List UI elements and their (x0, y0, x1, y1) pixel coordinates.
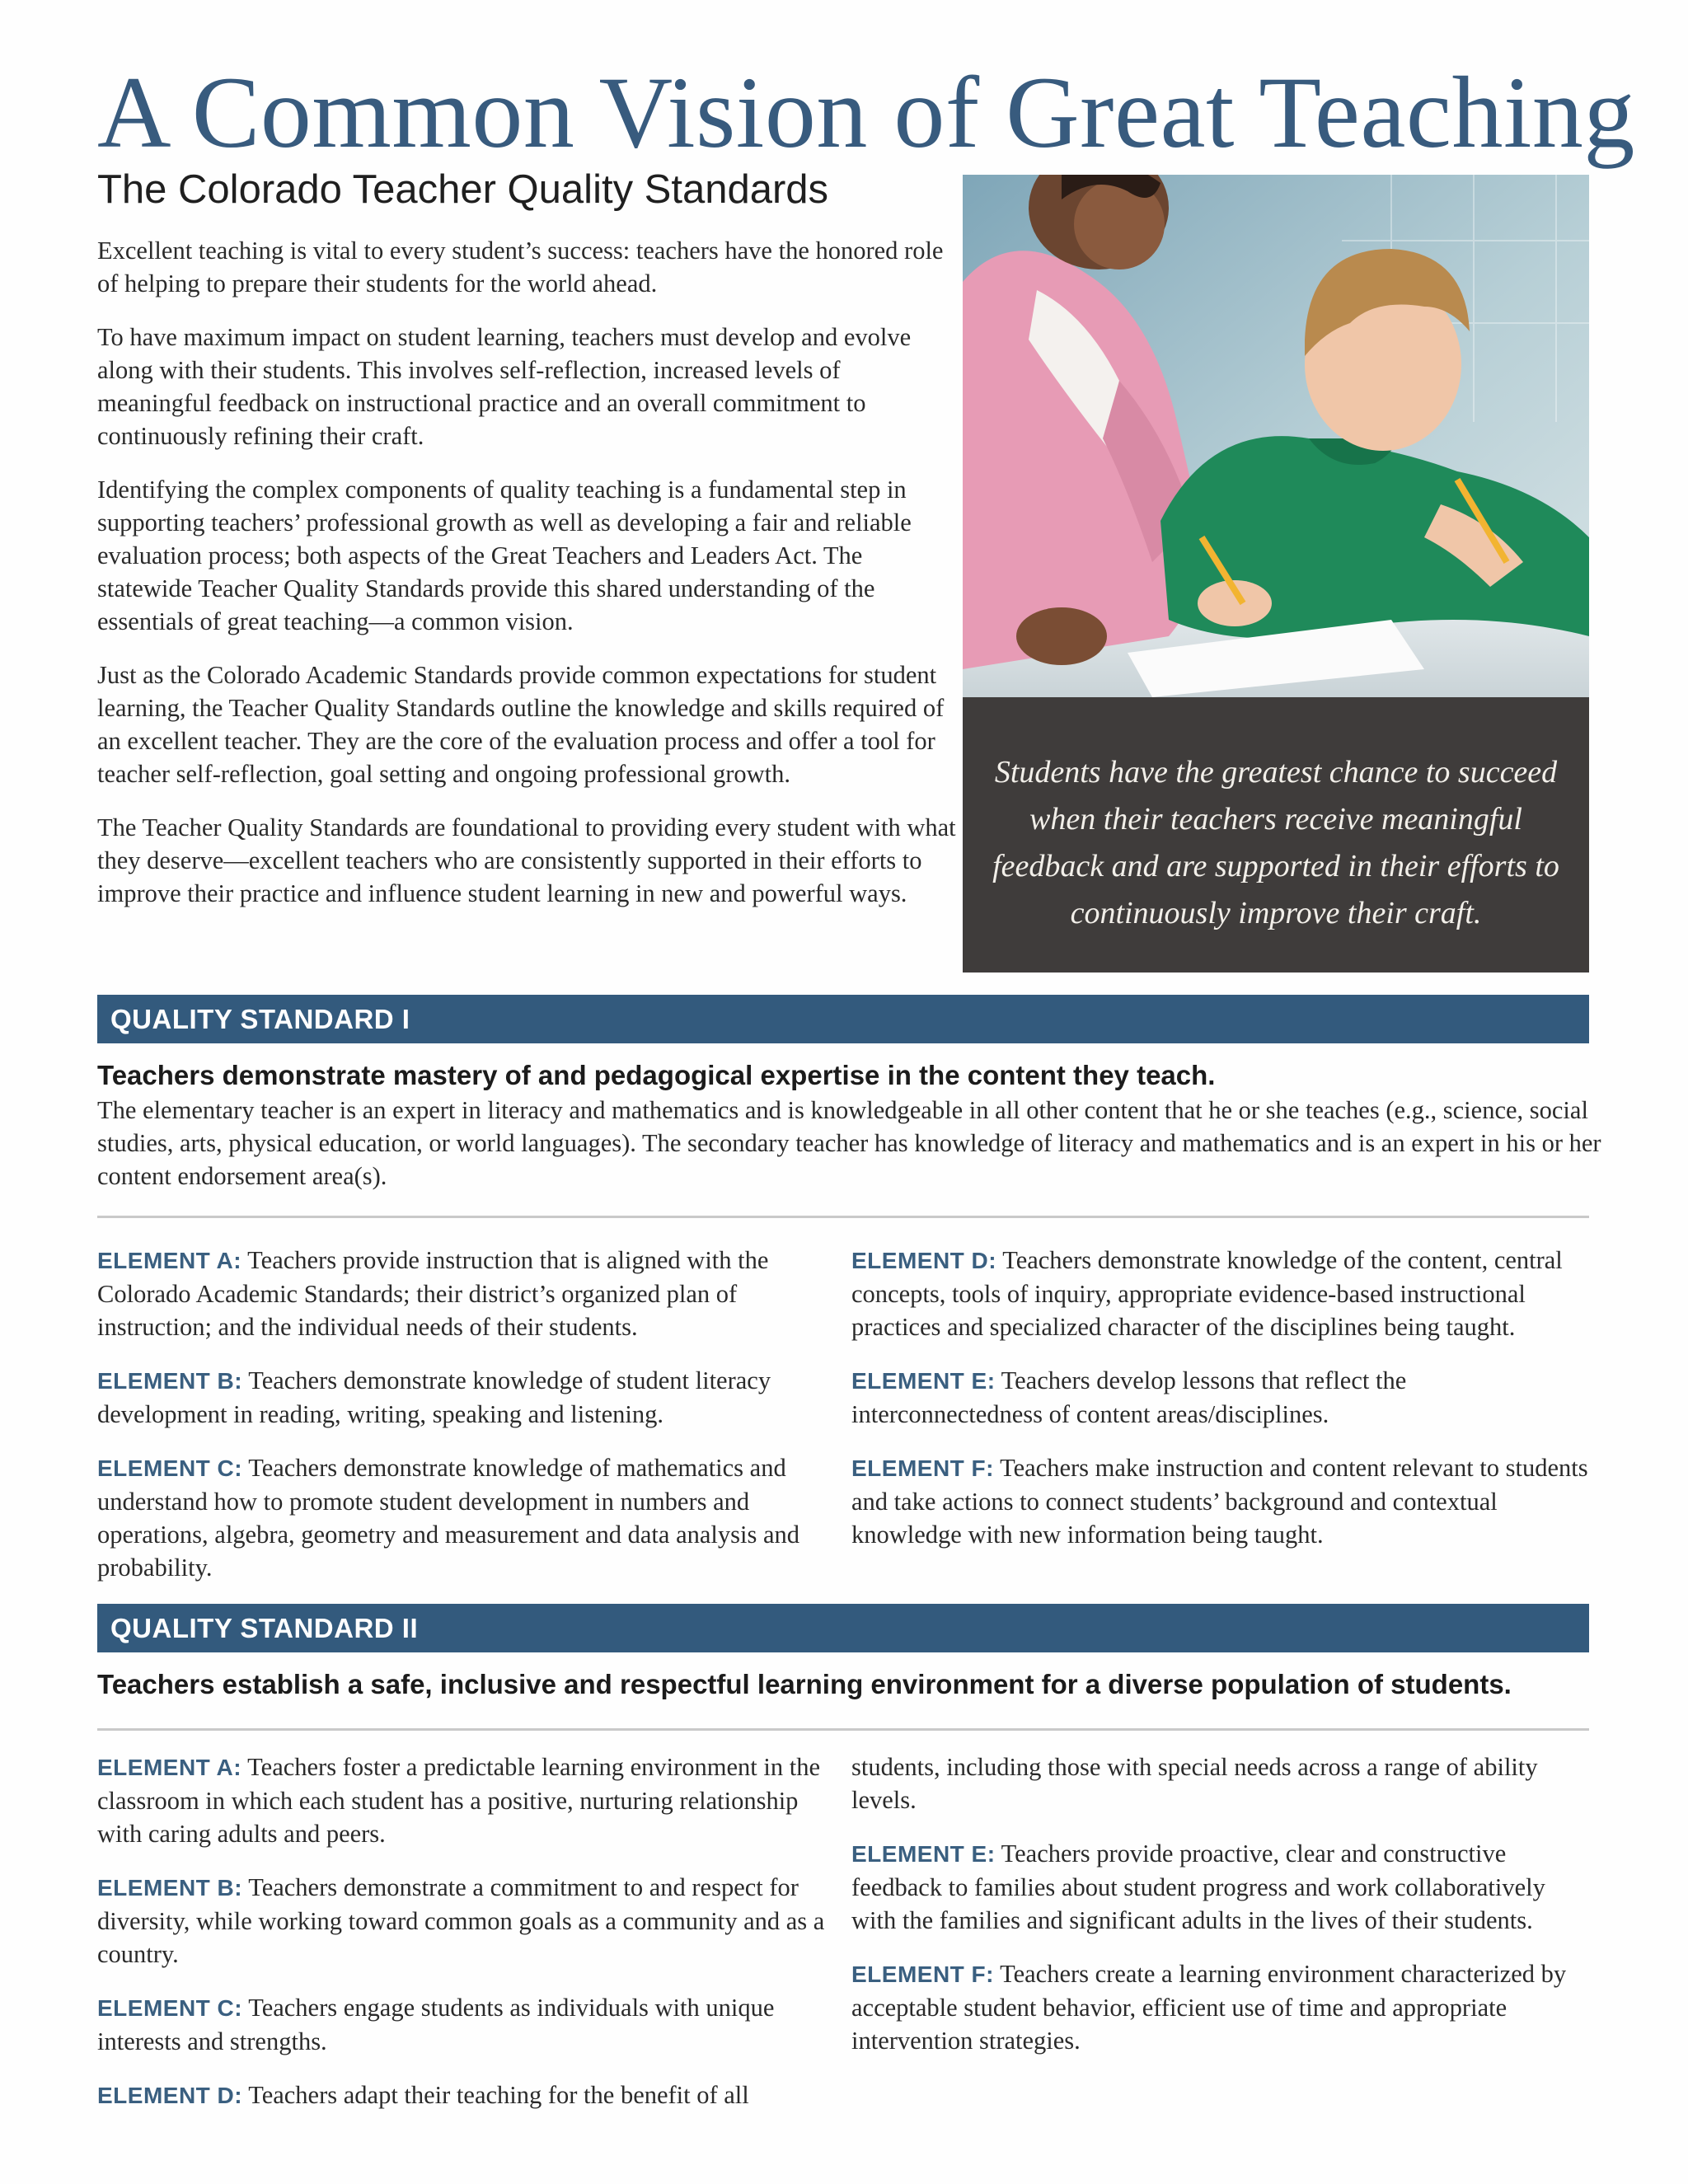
standard-1-heading: Teachers demonstrate mastery of and pedagogical expertise in the content they teach. (97, 1060, 1216, 1090)
divider (97, 1216, 1589, 1218)
element-text: Teachers make instruction and content relevant to students and take actions to connect students’ background and contextual knowledge with new information being taught. (851, 1454, 1588, 1549)
element-item (851, 1451, 1592, 1551)
standard-1-description: The elementary teacher is an expert in literacy and mathematics and is knowledgeable in all other content that he or she teaches (e.g., science, social studies, arts, physical education, or world languages). The secondary teacher has knowledge of literacy and mathematics and is an expert in his or her content endorsement area(s). (97, 1096, 1601, 1190)
element-item (851, 1957, 1592, 2057)
standard-2-bar: QUALITY STANDARD II (97, 1604, 1589, 1652)
element-text: Teachers foster a predictable learning environment in the classroom in which each student has a positive, nurturing relationship with caring adults and peers. (97, 1753, 820, 1848)
element-label: ELEMENT F: (851, 1455, 994, 1481)
element-text: Teachers provide instruction that is aligned with the Colorado Academic Standards; their district’s organized plan of instruction; and the individual needs of their students. (97, 1246, 769, 1341)
element-item (97, 1451, 837, 1584)
standard-2-heading: Teachers establish a safe, inclusive and respectful learning environment for a diverse population of students. (97, 1669, 1512, 1699)
intro-paragraph: Just as the Colorado Academic Standards provide common expectations for student learning, the Teacher Quality Standards outline the knowledge and skills required of an excellent teacher. They are the core of the evaluation process and offer a tool for teacher self-reflection, goal setting and ongoing professional growth. (97, 661, 945, 788)
element-text: Teachers demonstrate knowledge of student literacy development in reading, writing, speaking and listening. (97, 1366, 771, 1428)
element-label: ELEMENT D: (97, 2083, 243, 2108)
element-text: Teachers demonstrate knowledge of the content, central concepts, tools of inquiry, appropriate evidence-based instructional practices and specialized character of the disciplines being taught. (851, 1246, 1563, 1341)
element-text: Teachers adapt their teaching for the benefit of all (248, 2081, 749, 2109)
standard-2-left-column (97, 1750, 837, 2133)
intro-paragraph: The Teacher Quality Standards are foundational to providing every student with what they deserve—excellent teachers who are consistently supported in their efforts to improve their practice and influence student learning in new and powerful ways. (97, 813, 956, 907)
element-item (851, 1364, 1592, 1431)
pull-quote-text: Students have the greatest chance to succeed when their teachers receive meaningful feedback and are supported in their efforts to continuously improve their craft. (992, 755, 1559, 930)
element-item (97, 1750, 837, 1850)
intro-paragraph: To have maximum impact on student learning, teachers must develop and evolve along with their students. This involves self-reflection, increased levels of meaningful feedback on instructional practice and an overall commitment to continuously refining their craft. (97, 323, 912, 450)
element-label: ELEMENT F: (851, 1961, 994, 1987)
element-item (97, 1871, 837, 1971)
standard-1-right-column (851, 1244, 1592, 1572)
standard-2-right-column (851, 1750, 1592, 2078)
page-title: A Common Vision of Great Teaching (97, 56, 1635, 169)
element-label: ELEMENT B: (97, 1875, 243, 1900)
divider (97, 1728, 1589, 1731)
element-label: ELEMENT B: (97, 1368, 243, 1394)
element-text: Teachers develop lessons that reflect the interconnectedness of content areas/disciplines. (851, 1366, 1407, 1428)
element-label: ELEMENT A: (97, 1755, 242, 1780)
element-text: Teachers provide proactive, clear and constructive feedback to families about student progress and work collaboratively with the families and significant adults in the lives of their students. (851, 1840, 1545, 1934)
page-subtitle: The Colorado Teacher Quality Standards (97, 167, 829, 212)
standard-1-left-column (97, 1244, 837, 1605)
intro-paragraph: Identifying the complex components of quality teaching is a fundamental step in supporting teachers’ professional growth as well as developing a fair and reliable evaluation process; both aspects of the Great Teachers and Leaders Act. The statewide Teacher Quality Standards provide this shared understanding of the essentials of great teaching—a common vision. (97, 476, 912, 635)
element-item (851, 1837, 1592, 1937)
element-label: ELEMENT A: (97, 1248, 242, 1273)
element-item (97, 2079, 837, 2112)
element-text: Teachers engage students as individuals with unique interests and strengths. (97, 1994, 775, 2055)
classroom-illustration (963, 175, 1589, 697)
pull-quote (963, 697, 1589, 972)
element-text: students, including those with special needs across a range of ability levels. (851, 1753, 1538, 1814)
intro-text (97, 234, 956, 930)
element-item (851, 1244, 1592, 1343)
element-item (97, 1991, 837, 2058)
intro-paragraph: Excellent teaching is vital to every student’s success: teachers have the honored role of helping to prepare their students for the world ahead. (97, 237, 944, 298)
teacher-student-photo (963, 175, 1589, 697)
element-text: Teachers demonstrate knowledge of mathematics and understand how to promote student development in numbers and operations, algebra, geometry and measurement and data analysis and probability. (97, 1454, 799, 1582)
element-label: ELEMENT C: (97, 1995, 243, 2021)
element-text: Teachers create a learning environment characterized by acceptable student behavior, efficient use of time and appropriate intervention strategies. (851, 1960, 1567, 2055)
element-text: Teachers demonstrate a commitment to and respect for diversity, while working toward common goals as a community and as a country. (97, 1873, 825, 1968)
element-item (97, 1244, 837, 1343)
element-label: ELEMENT E: (851, 1841, 996, 1867)
element-item (97, 1364, 837, 1431)
element-label: ELEMENT E: (851, 1368, 996, 1394)
element-label: ELEMENT D: (851, 1248, 997, 1273)
element-label: ELEMENT C: (97, 1455, 243, 1481)
element-item-continued (851, 1750, 1592, 1816)
standard-1-bar: QUALITY STANDARD I (97, 995, 1589, 1043)
